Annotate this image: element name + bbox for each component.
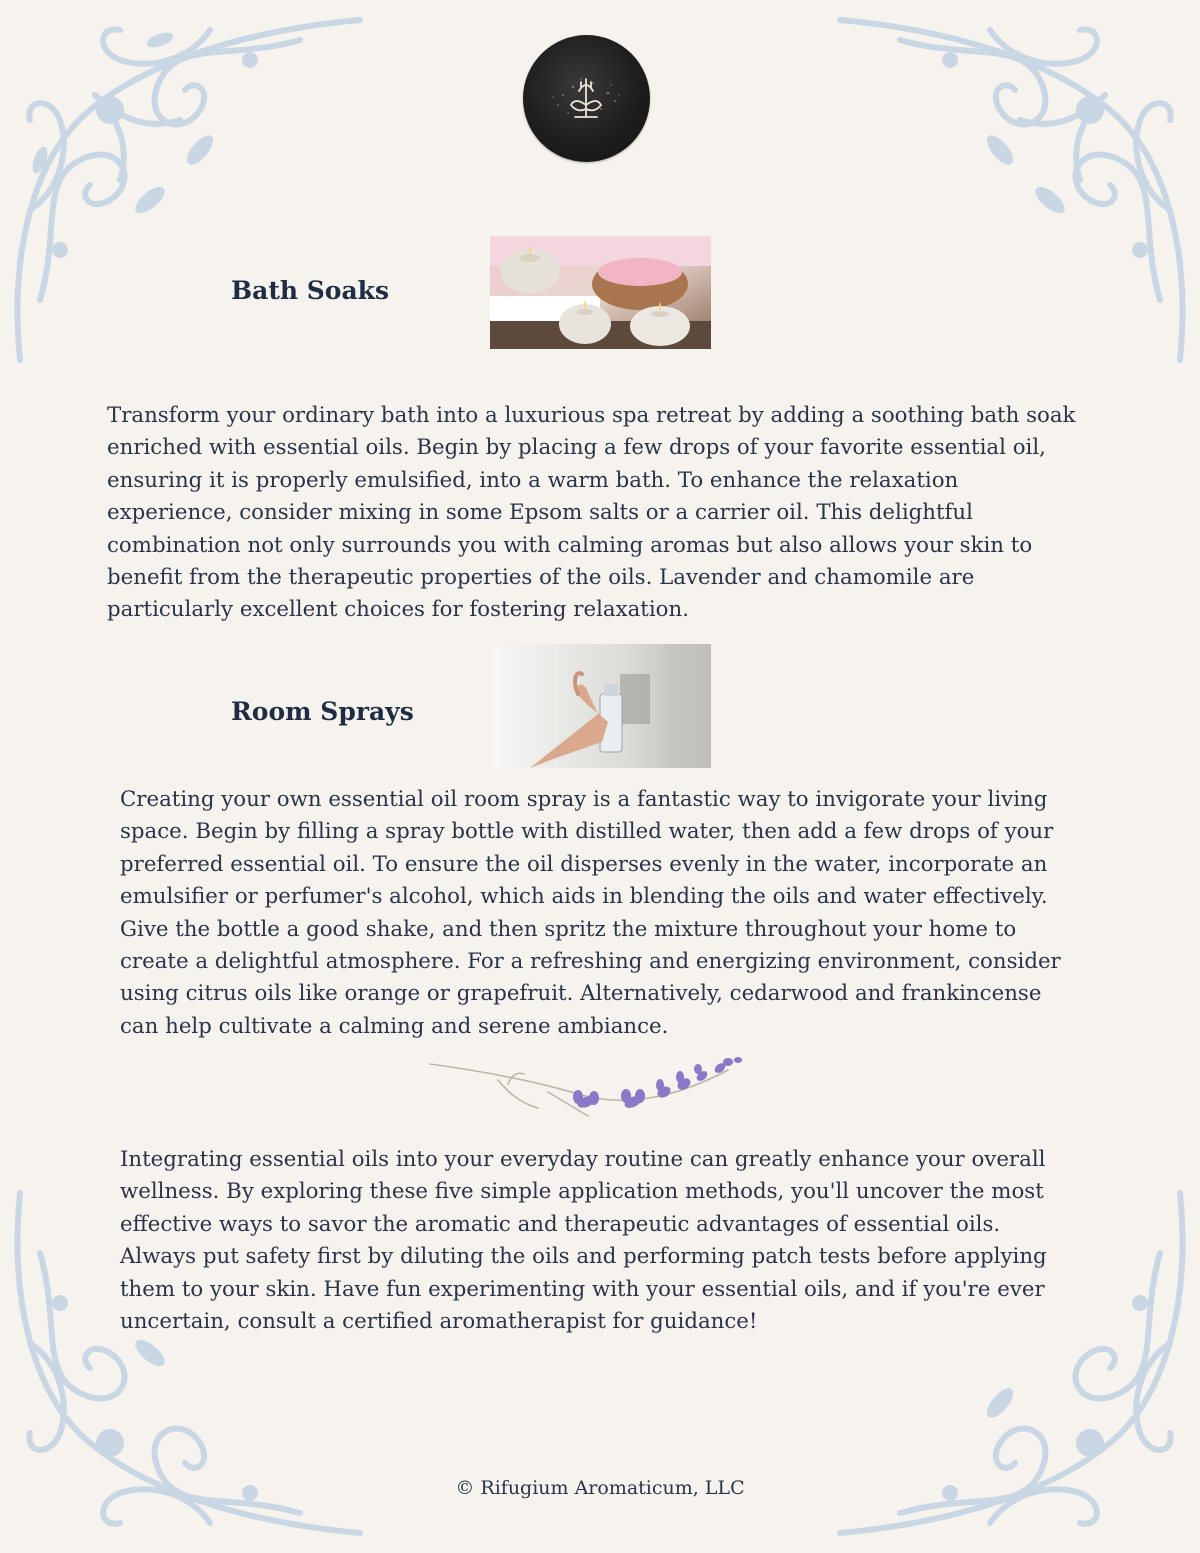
corner-ornament-icon — [820, 0, 1200, 380]
section-heading-room-sprays: Room Sprays — [231, 697, 414, 726]
corner-ornament-top-left — [0, 0, 380, 380]
closing-paragraph: Integrating essential oils into your everyday routine can greatly enhance your overall wellness. By exploring these five simple application methods, you'll uncover the most effective ways to savor the aromatic and therapeutic advantages of essential oils. Always put safety first by diluting the oils and performing patch tests before applying them to your skin. Have fun experimenting with your essential oils, and if you're ever uncertain, consult a certified aromatherapist for guidance! — [120, 1147, 1047, 1335]
room-sprays-paragraph: Creating your own essential oil room spray is a fantastic way to invigorate your living space. Begin by filling a spray bottle with distilled water, then add a few drops of your preferred essential oil. To ensure the oil disperses evenly in the water, incorporate an emulsifier or perfumer's alcohol, which aids in blending the oils and water effectively. Give the bottle a good shake, and then spritz the mixture throughout your home to create a delightful atmosphere. For a refreshing and energizing environment, consider using citrus oils like orange or grapefruit. Alternatively, cedarwood and frankincense can help cultivate a calming and serene ambiance. — [120, 787, 1061, 1039]
lavender-sprig-icon — [428, 1052, 746, 1132]
section-heading-bath-soaks: Bath Soaks — [231, 276, 390, 305]
logo-emblem-icon — [523, 35, 650, 162]
corner-ornament-top-right — [820, 0, 1200, 380]
copyright-footer: © Rifugium Aromaticum, LLC — [455, 1477, 745, 1499]
corner-ornament-icon — [0, 0, 380, 380]
bath-spa-photo — [490, 236, 711, 349]
room-spray-photo — [490, 644, 711, 768]
bath-soaks-paragraph: Transform your ordinary bath into a luxurious spa retreat by adding a soothing bath soak enriched with essential oils. Begin by placing a few drops of your favorite essential oil, ensuring it is properly emulsified, into a warm bath. To enhance the relaxation experience, consider mixing in some Epsom salts or a carrier oil. This delightful combination not only surrounds you with calming aromas but also allows your skin to benefit from the therapeutic properties of the oils. Lavender and chamomile are particularly excellent choices for fostering relaxation. — [107, 403, 1076, 623]
